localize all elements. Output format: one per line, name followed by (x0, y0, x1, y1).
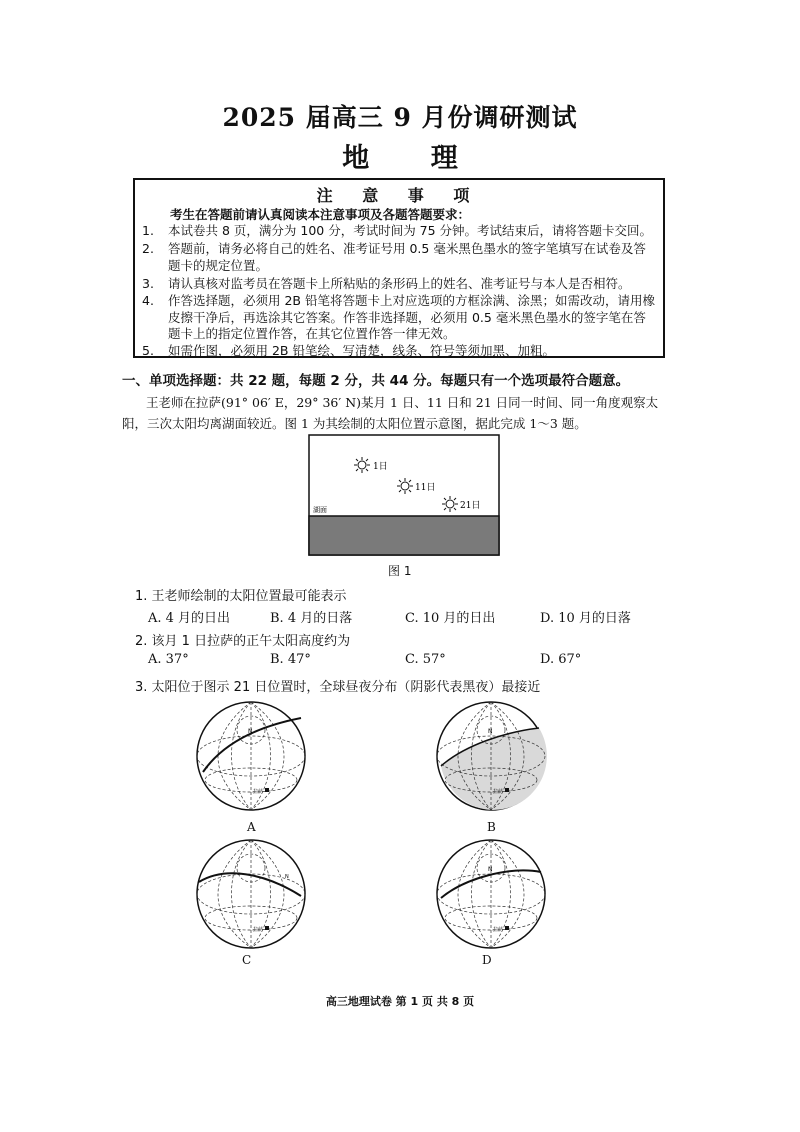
exam-title: 2025 届高三 9 月份调研测试 (222, 103, 578, 132)
north-pole-label: N (285, 874, 289, 880)
notice-item-number: 2. (142, 241, 154, 256)
lake-label: 湖面 (313, 506, 327, 514)
sun-label-1: 1日 (373, 462, 388, 472)
globe-option-c (195, 838, 307, 950)
city-label: 拉萨 (493, 789, 504, 795)
globe-label-d: D (482, 953, 492, 967)
city-label: 拉萨 (493, 927, 504, 933)
globe-option-d (435, 838, 547, 950)
question-intro: 王老师在拉萨(91° 06′ E，29° 36′ N)某月 1 日、11 日和 21 日同一时间、同一角度观察太阳，三次太阳均离湖面较近。图 1 为其绘制的太阳位置示意图，据此完成 1～3 题。 (122, 395, 659, 431)
question-2-option-a: A. 37° (148, 652, 189, 667)
notice-intro: 考生在答题前请认真阅读本注意事项及各题答题要求： (170, 207, 471, 222)
globe-option-a (195, 700, 307, 812)
globe-option-b (435, 700, 547, 812)
notice-item-text: 请认真核对监考员在答题卡上所粘贴的条形码上的姓名、准考证号与本人是否相符。 (168, 276, 631, 291)
question-2-option-d: D. 67° (540, 652, 582, 667)
sun-label-11: 11日 (415, 483, 436, 493)
globe-label-b: B (487, 820, 496, 834)
notice-item-text: 作答选择题，必须用 2B 铅笔将答题卡上对应选项的方框涂满、涂黑；如需改动，请用橡皮擦干净后，再选涂其它答案。作答非选择题，必须用 0.5 毫米黑色墨水的签字笔在答题卡上的指定位置作答，在其它位置作答一律无效。 (168, 293, 655, 341)
question-1-stem: 1. 王老师绘制的太阳位置最可能表示 (135, 589, 347, 604)
notice-item-number: 3. (142, 276, 154, 291)
question-2-option-b: B. 47° (270, 652, 311, 667)
question-2-stem: 2. 该月 1 日拉萨的正午太阳高度约为 (135, 634, 351, 649)
globe-label-a: A (247, 820, 256, 834)
figure-1-caption: 图 1 (388, 564, 412, 578)
notice-item-number: 4. (142, 293, 154, 308)
notice-heading: 注 意 事 项 (316, 186, 482, 205)
city-label: 拉萨 (253, 789, 264, 795)
north-pole-label: N (488, 728, 493, 735)
globe-label-c: C (242, 953, 252, 967)
question-1-option-c: C. 10 月的日出 (405, 611, 496, 626)
sun-label-21: 21日 (460, 501, 481, 511)
notice-item-text: 本试卷共 8 页，满分为 100 分，考试时间为 75 分钟。考试结束后，请将答题卡交回。 (168, 223, 653, 238)
figure-1-sun-position (308, 434, 500, 556)
subject-title: 地 理 (342, 143, 484, 174)
question-1-option-b: B. 4 月的日落 (270, 611, 353, 626)
section-heading: 一、单项选择题：共 22 题，每题 2 分，共 44 分。每题只有一个选项最符合题意。 (122, 373, 630, 389)
question-2-option-c: C. 57° (405, 652, 446, 667)
city-label: 拉萨 (253, 927, 264, 933)
question-3-stem: 3. 太阳位于图示 21 日位置时，全球昼夜分布（阴影代表黑夜）最接近 (135, 680, 541, 695)
notice-item-text: 如需作图，必须用 2B 铅笔绘、写清楚，线条、符号等须加黑、加粗。 (168, 343, 555, 358)
page-footer: 高三地理试卷 第 1 页 共 8 页 (325, 995, 475, 1008)
north-pole-label: N (488, 866, 493, 873)
notice-item-text: 答题前，请务必将自己的姓名、准考证号用 0.5 毫米黑色墨水的签字笔填写在试卷及答题卡的规定位置。 (168, 241, 646, 273)
north-pole-label: N (248, 728, 253, 735)
notice-item-number: 5. (142, 343, 154, 358)
question-1-option-d: D. 10 月的日落 (540, 611, 631, 626)
notice-item-number: 1. (142, 223, 154, 238)
question-1-option-a: A. 4 月的日出 (148, 611, 231, 626)
